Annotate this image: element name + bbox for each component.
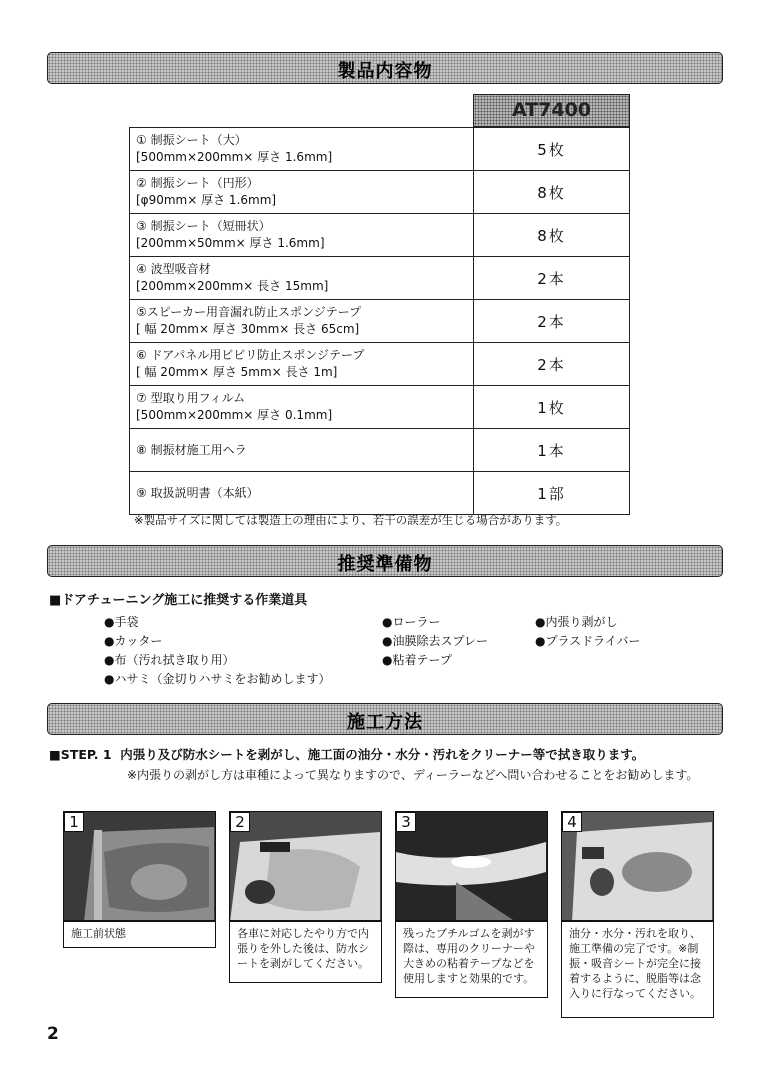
section-band-method: [47, 703, 723, 735]
item-name: ② 制振シート（円形）: [136, 176, 259, 190]
item-spec: [φ90mm× 厚さ 1.6mm]: [136, 193, 277, 207]
step1-note: ※内張りの剥がし方は車種によって異なりますので、ディーラーなどへ問い合わせることをお勧めします。: [127, 768, 699, 782]
item-name: ⑦ 型取り用フィルム: [136, 391, 246, 405]
table-row: [130, 343, 630, 386]
door-photo-icon: [396, 812, 548, 921]
tool-item: ●ハサミ（金切りハサミをお勧めします）: [104, 672, 331, 686]
photo-number: 2: [230, 812, 250, 832]
item-name: ⑤スピーカー用音漏れ防止スポンジテープ: [136, 305, 362, 319]
step-photo: [63, 811, 216, 921]
section-title: 製品内容物: [337, 61, 433, 82]
item-qty: 5枚: [474, 128, 630, 171]
step1-heading: [49, 745, 644, 763]
item-qty: 1枚: [474, 386, 630, 429]
item-name: ③ 制振シート（短冊状）: [136, 219, 271, 233]
table-row: [130, 257, 630, 300]
door-photo-icon: [230, 812, 382, 921]
photo-caption: 各車に対応したやり方で内張りを外した後は、防水シートを剥がしてください。: [229, 921, 382, 983]
tool-item: ●ローラー: [382, 615, 441, 629]
item-qty: 1本: [474, 429, 630, 472]
item-name: ⑧ 制振材施工用ヘラ: [136, 442, 247, 457]
tool-item: ●粘着テープ: [382, 653, 452, 667]
photo-caption: 残ったブチルゴムを剥がす際は、専用のクリーナーや大きめの粘着テープなどを使用しますと効果的です。: [395, 921, 548, 998]
item-qty: 1部: [474, 472, 630, 515]
item-qty: 8枚: [474, 171, 630, 214]
step-photo: [395, 811, 548, 921]
item-name: ④ 波型吸音材: [136, 262, 211, 276]
table-row: [130, 214, 630, 257]
table-row: [130, 128, 630, 171]
step-photo: [561, 811, 714, 921]
step1-text: 内張り及び防水シートを剥がし、施工面の油分・水分・汚れをクリーナー等で拭き取ります。: [120, 747, 645, 762]
step1-label: ■STEP. 1: [49, 747, 112, 762]
item-qty: 2本: [474, 343, 630, 386]
item-spec: [ 幅 20mm× 厚さ 5mm× 長さ 1m]: [136, 365, 338, 379]
tool-item: ●プラスドライバー: [535, 634, 641, 648]
table-row: [130, 472, 630, 515]
door-photo-icon: [562, 812, 714, 921]
page-number: 2: [47, 1024, 59, 1044]
size-note: ※製品サイズに関しては製造上の理由により、若干の誤差が生じる場合があります。: [134, 513, 568, 527]
item-name: ① 制振シート（大）: [136, 133, 247, 147]
item-spec: [500mm×200mm× 厚さ 1.6mm]: [136, 150, 333, 164]
tools-heading: ■ドアチューニング施工に推奨する作業道具: [49, 593, 308, 608]
item-qty: 8枚: [474, 214, 630, 257]
photo-caption: 施工前状態: [63, 921, 216, 948]
tool-item: ●布（汚れ拭き取り用）: [104, 653, 235, 667]
door-photo-icon: [64, 812, 216, 921]
item-spec: [200mm×50mm× 厚さ 1.6mm]: [136, 236, 325, 250]
item-qty: 2本: [474, 300, 630, 343]
section-title: 施工方法: [347, 712, 423, 733]
table-row: [130, 171, 630, 214]
tool-item: ●油膜除去スプレー: [382, 634, 488, 648]
item-qty: 2本: [474, 257, 630, 300]
step-photo: [229, 811, 382, 921]
table-row: [130, 300, 630, 343]
photo-number: 3: [396, 812, 416, 832]
table-row: [130, 429, 630, 472]
section-title: 推奨準備物: [337, 554, 433, 575]
model-header: AT7400: [473, 94, 630, 127]
photo-caption: 油分・水分・汚れを取り、施工準備の完了です。※制振・吸音シートが完全に接着するように、脱脂等は念入りに行なってください。: [561, 921, 714, 1018]
item-spec: [ 幅 20mm× 厚さ 30mm× 長さ 65cm]: [136, 322, 360, 336]
tool-item: ●カッター: [104, 634, 163, 648]
item-name: ⑨ 取扱説明書（本紙）: [136, 485, 259, 500]
table-row: [130, 386, 630, 429]
tool-item: ●手袋: [104, 615, 139, 629]
tool-item: ●内張り剥がし: [535, 615, 618, 629]
item-spec: [500mm×200mm× 厚さ 0.1mm]: [136, 408, 333, 422]
item-name: ⑥ ドアパネル用ビビリ防止スポンジテープ: [136, 348, 365, 362]
photo-number: 4: [562, 812, 582, 832]
section-band-recommended: [47, 545, 723, 577]
contents-table: [129, 127, 630, 515]
photo-number: 1: [64, 812, 84, 832]
item-spec: [200mm×200mm× 長さ 15mm]: [136, 279, 329, 293]
section-band-contents: [47, 52, 723, 84]
